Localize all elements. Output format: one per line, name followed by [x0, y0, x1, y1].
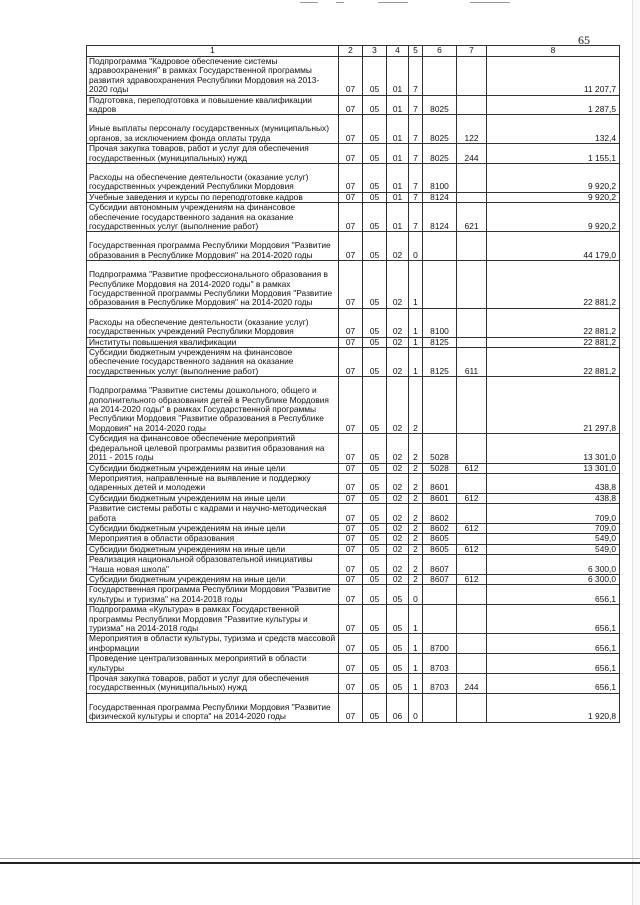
row-target-code	[423, 57, 457, 96]
row-subsection: 05	[363, 348, 387, 377]
row-subsection: 05	[363, 605, 387, 634]
table-row	[87, 523, 620, 533]
row-section: 07	[339, 463, 363, 473]
row-section: 07	[339, 337, 363, 347]
row-amount: 6 300,0	[487, 574, 620, 584]
row-name: Субсидии бюджетным учреждениям на иные цели	[87, 574, 339, 584]
row-program-code: 02	[387, 544, 409, 554]
row-section: 07	[339, 377, 363, 434]
row-amount: 709,0	[487, 523, 620, 533]
row-section: 07	[339, 674, 363, 694]
row-target-code: 8125	[423, 348, 457, 377]
row-program-code: 05	[387, 605, 409, 634]
row-target-code: 8607	[423, 555, 457, 575]
table-row	[87, 585, 620, 605]
row-program-code: 05	[387, 654, 409, 674]
row-subprogram-code: 7	[409, 57, 423, 96]
table-row	[87, 555, 620, 575]
row-amount: 1 920,8	[487, 693, 620, 722]
column-header: 6	[423, 46, 457, 57]
row-amount: 21 297,8	[487, 377, 620, 434]
row-program-code: 02	[387, 261, 409, 309]
row-program-code: 05	[387, 585, 409, 605]
row-section: 07	[339, 555, 363, 575]
row-subprogram-code: 1	[409, 674, 423, 694]
row-expense-type: 612	[457, 493, 487, 503]
row-amount: 656,1	[487, 634, 620, 654]
row-target-code: 5028	[423, 463, 457, 473]
table-row	[87, 115, 620, 144]
row-section: 07	[339, 634, 363, 654]
column-header: 3	[363, 46, 387, 57]
row-name: Мероприятия, направленные на выявление и поддержку одаренных детей и молодежи	[87, 473, 339, 493]
row-subprogram-code: 7	[409, 95, 423, 115]
row-name: Подготовка, переподготовка и повышение квалификации кадров	[87, 95, 339, 115]
row-amount: 709,0	[487, 504, 620, 524]
row-target-code	[423, 693, 457, 722]
row-target-code	[423, 377, 457, 434]
row-target-code: 8124	[423, 192, 457, 202]
table-row	[87, 348, 620, 377]
row-program-code: 01	[387, 57, 409, 96]
row-subprogram-code: 2	[409, 463, 423, 473]
row-amount: 22 881,2	[487, 337, 620, 347]
row-subprogram-code: 2	[409, 434, 423, 463]
row-section: 07	[339, 434, 363, 463]
row-program-code: 01	[387, 95, 409, 115]
table-row	[87, 605, 620, 634]
row-name: Мероприятия в области образования	[87, 534, 339, 544]
row-subsection: 05	[363, 232, 387, 261]
row-name: Иные выплаты персоналу государственных (муниципальных) органов, за исключением фонда оплаты труда	[87, 115, 339, 144]
row-name: Субсидии бюджетным учреждениям на иные цели	[87, 463, 339, 473]
row-program-code: 02	[387, 434, 409, 463]
row-expense-type	[457, 504, 487, 524]
row-name: Реализация национальной образовательной инициативы "Наша новая школа"	[87, 555, 339, 575]
column-header: 7	[457, 46, 487, 57]
row-program-code: 01	[387, 115, 409, 144]
column-header: 8	[487, 46, 620, 57]
row-expense-type: 612	[457, 463, 487, 473]
row-section: 07	[339, 115, 363, 144]
row-target-code: 8700	[423, 634, 457, 654]
row-program-code: 05	[387, 634, 409, 654]
row-target-code: 8601	[423, 473, 457, 493]
scan-bottom-edge	[0, 862, 640, 864]
row-target-code: 8025	[423, 144, 457, 164]
row-amount: 9 920,2	[487, 192, 620, 202]
table-row	[87, 634, 620, 654]
row-program-code: 02	[387, 555, 409, 575]
row-subsection: 05	[363, 144, 387, 164]
row-subprogram-code: 0	[409, 585, 423, 605]
table-row	[87, 434, 620, 463]
row-name: Государственная программа Республики Мордовия "Развитие образования в Республике Мордовия" на 2014-2020 годы	[87, 232, 339, 261]
row-program-code: 02	[387, 534, 409, 544]
table-row	[87, 654, 620, 674]
row-expense-type	[457, 261, 487, 309]
scan-top-marks	[0, 2, 640, 8]
row-name: Субсидии бюджетным учреждениям на финансовое обеспечение государственного задания на оказание государственных услуг (выполнение работ)	[87, 348, 339, 377]
table-row	[87, 473, 620, 493]
table-row	[87, 203, 620, 232]
row-section: 07	[339, 493, 363, 503]
row-subprogram-code: 2	[409, 555, 423, 575]
row-subsection: 05	[363, 95, 387, 115]
scan-bottom-line	[0, 858, 640, 859]
row-amount: 6 300,0	[487, 555, 620, 575]
row-name: Подпрограмма «Культура» в рамках Государственной программы Республики Мордовия "Развитие культуры и туризма" на 2014-2018 годы	[87, 605, 339, 634]
table-row	[87, 693, 620, 722]
row-subprogram-code: 7	[409, 164, 423, 193]
row-expense-type: 244	[457, 674, 487, 694]
table-body	[87, 57, 620, 723]
row-section: 07	[339, 203, 363, 232]
row-section: 07	[339, 164, 363, 193]
table-row	[87, 377, 620, 434]
row-target-code: 8703	[423, 674, 457, 694]
row-subprogram-code: 1	[409, 634, 423, 654]
row-amount: 22 881,2	[487, 261, 620, 309]
row-expense-type	[457, 57, 487, 96]
row-program-code: 02	[387, 337, 409, 347]
row-program-code: 02	[387, 504, 409, 524]
row-target-code: 5028	[423, 434, 457, 463]
table-row	[87, 261, 620, 309]
row-subsection: 05	[363, 203, 387, 232]
row-subprogram-code: 2	[409, 534, 423, 544]
row-expense-type: 612	[457, 544, 487, 554]
row-subprogram-code: 0	[409, 232, 423, 261]
row-expense-type	[457, 473, 487, 493]
row-section: 07	[339, 534, 363, 544]
row-subsection: 05	[363, 192, 387, 202]
row-section: 07	[339, 585, 363, 605]
row-section: 07	[339, 473, 363, 493]
row-program-code: 01	[387, 203, 409, 232]
table-row	[87, 57, 620, 96]
table-row	[87, 544, 620, 554]
row-target-code	[423, 261, 457, 309]
row-subsection: 05	[363, 308, 387, 337]
row-expense-type	[457, 693, 487, 722]
row-program-code: 02	[387, 377, 409, 434]
row-amount: 656,1	[487, 654, 620, 674]
column-header: 4	[387, 46, 409, 57]
row-subprogram-code: 2	[409, 523, 423, 533]
row-name: Субсидия на финансовое обеспечение мероприятий федеральной целевой программы развития образования на 2011 - 2015 годы	[87, 434, 339, 463]
row-expense-type: 244	[457, 144, 487, 164]
row-target-code: 8601	[423, 493, 457, 503]
row-subsection: 05	[363, 674, 387, 694]
row-expense-type: 611	[457, 348, 487, 377]
table-header-row	[87, 46, 620, 57]
row-amount: 656,1	[487, 605, 620, 634]
row-expense-type	[457, 192, 487, 202]
row-section: 07	[339, 605, 363, 634]
row-name: Подпрограмма "Развитие системы дошкольного, общего и дополнительного образования детей в Республике Мордовия на 2014-2020 годы" в рамках Государственной программы Республики Мордовия "Развитие образования в Республике Мордовия" на 2014-2020 годы	[87, 377, 339, 434]
row-name: Проведение централизованных мероприятий в области культуры	[87, 654, 339, 674]
table-row	[87, 192, 620, 202]
row-subsection: 05	[363, 261, 387, 309]
row-expense-type	[457, 164, 487, 193]
table-row	[87, 144, 620, 164]
table-row	[87, 164, 620, 193]
page-number: 65	[578, 33, 590, 47]
row-target-code: 8605	[423, 534, 457, 544]
row-amount: 22 881,2	[487, 348, 620, 377]
row-subprogram-code: 2	[409, 544, 423, 554]
row-subprogram-code: 7	[409, 203, 423, 232]
row-program-code: 02	[387, 232, 409, 261]
row-subprogram-code: 1	[409, 308, 423, 337]
table-row	[87, 674, 620, 694]
row-target-code: 8607	[423, 574, 457, 584]
row-subprogram-code: 2	[409, 504, 423, 524]
table-row	[87, 232, 620, 261]
row-amount: 438,8	[487, 493, 620, 503]
row-subprogram-code: 1	[409, 337, 423, 347]
scan-edge	[632, 0, 640, 905]
row-section: 07	[339, 144, 363, 164]
row-target-code: 8100	[423, 308, 457, 337]
row-subsection: 05	[363, 164, 387, 193]
row-target-code: 8124	[423, 203, 457, 232]
row-subprogram-code: 0	[409, 693, 423, 722]
table-row	[87, 504, 620, 524]
column-header: 5	[409, 46, 423, 57]
row-subprogram-code: 7	[409, 192, 423, 202]
row-subsection: 05	[363, 434, 387, 463]
row-target-code	[423, 232, 457, 261]
row-name: Учебные заведения и курсы по переподготовке кадров	[87, 192, 339, 202]
row-section: 07	[339, 574, 363, 584]
row-name: Субсидии бюджетным учреждениям на иные цели	[87, 544, 339, 554]
row-section: 07	[339, 504, 363, 524]
row-program-code: 01	[387, 144, 409, 164]
row-amount: 9 920,2	[487, 164, 620, 193]
row-program-code: 02	[387, 574, 409, 584]
row-subsection: 05	[363, 574, 387, 584]
row-name: Прочая закупка товаров, работ и услуг для обеспечения государственных (муниципальных) нужд	[87, 674, 339, 694]
row-program-code: 02	[387, 348, 409, 377]
row-amount: 13 301,0	[487, 463, 620, 473]
row-subsection: 05	[363, 693, 387, 722]
row-amount: 549,0	[487, 534, 620, 544]
row-section: 07	[339, 693, 363, 722]
row-target-code: 8602	[423, 504, 457, 524]
row-expense-type: 122	[457, 115, 487, 144]
row-subprogram-code: 2	[409, 574, 423, 584]
row-amount: 1 155,1	[487, 144, 620, 164]
row-section: 07	[339, 654, 363, 674]
row-program-code: 02	[387, 493, 409, 503]
row-subprogram-code: 7	[409, 144, 423, 164]
row-expense-type: 621	[457, 203, 487, 232]
table-row	[87, 308, 620, 337]
row-subsection: 05	[363, 473, 387, 493]
table-row	[87, 337, 620, 347]
row-amount: 9 920,2	[487, 203, 620, 232]
row-amount: 44 179,0	[487, 232, 620, 261]
table-row	[87, 463, 620, 473]
row-subsection: 05	[363, 523, 387, 533]
row-amount: 656,1	[487, 585, 620, 605]
row-expense-type	[457, 605, 487, 634]
row-subsection: 05	[363, 115, 387, 144]
row-expense-type	[457, 634, 487, 654]
table-row	[87, 493, 620, 503]
row-amount: 132,4	[487, 115, 620, 144]
row-amount: 549,0	[487, 544, 620, 554]
row-expense-type: 612	[457, 523, 487, 533]
row-name: Субсидии бюджетным учреждениям на иные цели	[87, 493, 339, 503]
row-section: 07	[339, 261, 363, 309]
row-amount: 438,8	[487, 473, 620, 493]
row-program-code: 01	[387, 192, 409, 202]
row-program-code: 02	[387, 308, 409, 337]
row-expense-type	[457, 585, 487, 605]
row-section: 07	[339, 192, 363, 202]
row-target-code: 8125	[423, 337, 457, 347]
row-name: Подпрограмма "Кадровое обеспечение системы здравоохранения" в рамках Государственной программы развития здравоохранения Республики Мордовия на 2013-2020 годы	[87, 57, 339, 96]
row-subsection: 05	[363, 57, 387, 96]
row-target-code: 8602	[423, 523, 457, 533]
row-subsection: 05	[363, 504, 387, 524]
row-expense-type	[457, 555, 487, 575]
row-subsection: 05	[363, 377, 387, 434]
row-section: 07	[339, 523, 363, 533]
table-row	[87, 574, 620, 584]
row-subsection: 05	[363, 463, 387, 473]
row-amount: 22 881,2	[487, 308, 620, 337]
row-target-code: 8605	[423, 544, 457, 554]
row-expense-type	[457, 377, 487, 434]
row-name: Мероприятия в области культуры, туризма и средств массовой информации	[87, 634, 339, 654]
budget-table	[86, 45, 620, 723]
row-section: 07	[339, 308, 363, 337]
row-expense-type	[457, 654, 487, 674]
row-amount: 11 207,7	[487, 57, 620, 96]
row-expense-type	[457, 232, 487, 261]
row-expense-type	[457, 337, 487, 347]
row-name: Расходы на обеспечение деятельности (оказание услуг) государственных учреждений Республики Мордовия	[87, 164, 339, 193]
row-subprogram-code: 2	[409, 473, 423, 493]
row-section: 07	[339, 232, 363, 261]
row-expense-type	[457, 95, 487, 115]
row-program-code: 06	[387, 693, 409, 722]
row-subsection: 05	[363, 634, 387, 654]
row-expense-type: 612	[457, 574, 487, 584]
row-section: 07	[339, 57, 363, 96]
row-expense-type	[457, 534, 487, 544]
row-program-code: 02	[387, 463, 409, 473]
row-target-code: 8703	[423, 654, 457, 674]
row-amount: 1 287,5	[487, 95, 620, 115]
row-expense-type	[457, 308, 487, 337]
row-amount: 656,1	[487, 674, 620, 694]
row-program-code: 02	[387, 473, 409, 493]
row-name: Государственная программа Республики Мордовия "Развитие культуры и туризма" на 2014-2018 годы	[87, 585, 339, 605]
row-target-code	[423, 585, 457, 605]
row-subsection: 05	[363, 585, 387, 605]
row-name: Субсидии автономным учреждениям на финансовое обеспечение государственного задания на оказание государственных услуг (выполнение работ)	[87, 203, 339, 232]
row-name: Расходы на обеспечение деятельности (оказание услуг) государственных учреждений Республики Мордовия	[87, 308, 339, 337]
row-target-code	[423, 605, 457, 634]
row-subsection: 05	[363, 555, 387, 575]
row-subprogram-code: 2	[409, 377, 423, 434]
row-target-code: 8100	[423, 164, 457, 193]
row-subprogram-code: 1	[409, 348, 423, 377]
row-program-code: 02	[387, 523, 409, 533]
row-subprogram-code: 1	[409, 654, 423, 674]
row-subsection: 05	[363, 337, 387, 347]
row-section: 07	[339, 544, 363, 554]
row-subsection: 05	[363, 654, 387, 674]
row-subsection: 05	[363, 493, 387, 503]
column-header: 1	[87, 46, 339, 57]
row-section: 07	[339, 348, 363, 377]
row-name: Прочая закупка товаров, работ и услуг для обеспечения государственных (муниципальных) нужд	[87, 144, 339, 164]
row-name: Развитие системы работы с кадрами и научно-методическая работа	[87, 504, 339, 524]
row-name: Институты повышения квалификации	[87, 337, 339, 347]
row-subprogram-code: 1	[409, 261, 423, 309]
row-amount: 13 301,0	[487, 434, 620, 463]
row-name: Подпрограмма "Развитие профессионального образования в Республике Мордовия на 2014-2020 годы" в рамках Государственной программы Республики Мордовия "Развитие образования в Республике Мордовия" на 2014-2020 годы	[87, 261, 339, 309]
row-target-code: 8025	[423, 95, 457, 115]
row-section: 07	[339, 95, 363, 115]
row-subprogram-code: 7	[409, 115, 423, 144]
column-header: 2	[339, 46, 363, 57]
table-row	[87, 95, 620, 115]
table-row	[87, 534, 620, 544]
row-subsection: 05	[363, 534, 387, 544]
row-name: Государственная программа Республики Мордовия "Развитие физической культуры и спорта" на 2014-2020 годы	[87, 693, 339, 722]
row-expense-type	[457, 434, 487, 463]
row-program-code: 01	[387, 164, 409, 193]
row-target-code: 8025	[423, 115, 457, 144]
row-subprogram-code: 1	[409, 605, 423, 634]
row-program-code: 05	[387, 674, 409, 694]
row-subprogram-code: 2	[409, 493, 423, 503]
row-subsection: 05	[363, 544, 387, 554]
row-name: Субсидии бюджетным учреждениям на иные цели	[87, 523, 339, 533]
